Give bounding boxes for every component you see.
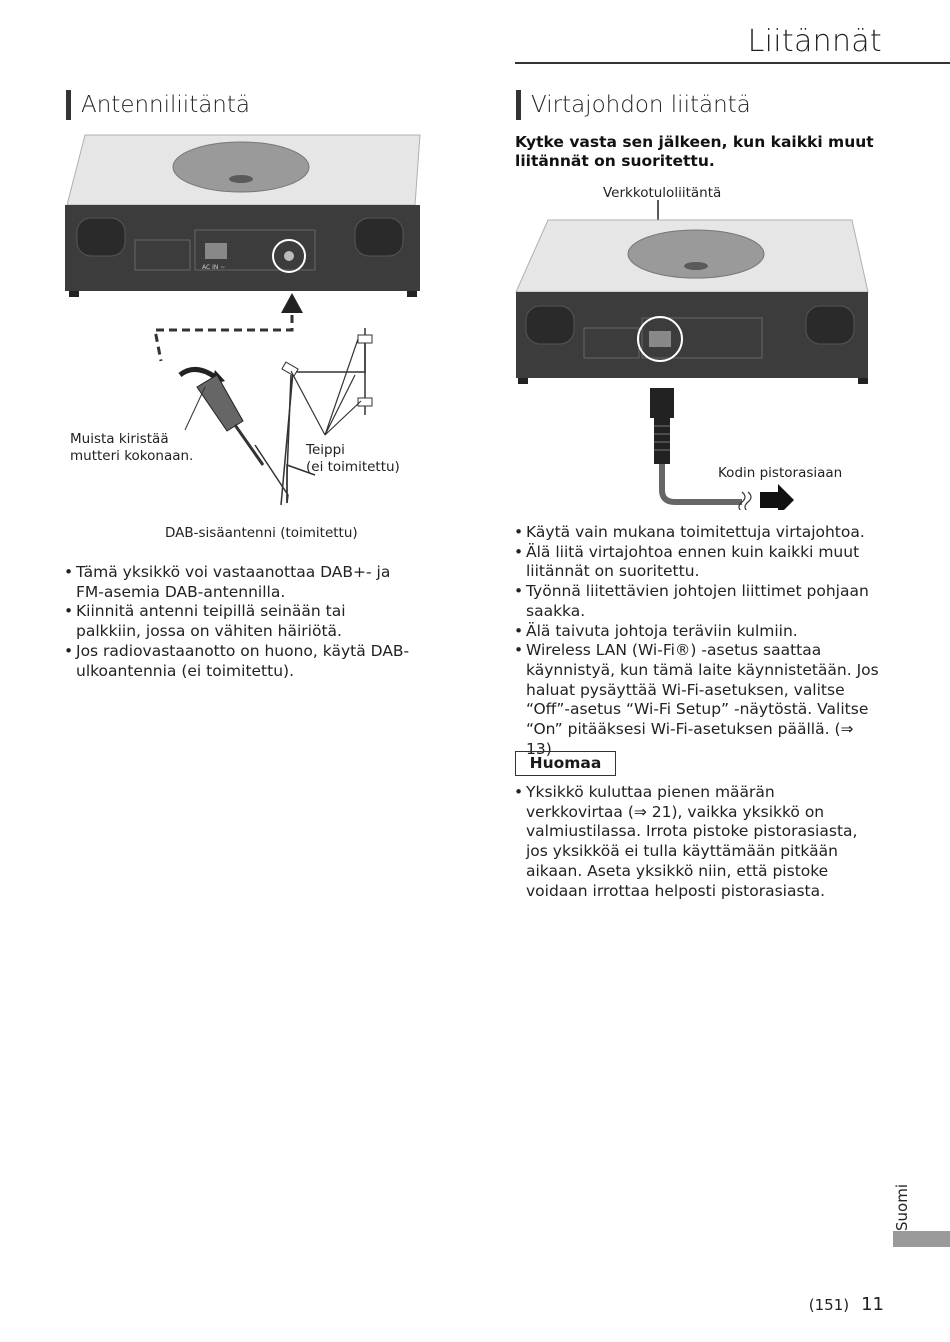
- page-ref: (151): [808, 1296, 850, 1314]
- antenna-section-heading: Antenniliitäntä: [66, 90, 250, 120]
- list-item: • Jos radiovastaanotto on huono, käytä DAB-ulkoantennia (ei toimitettu).: [64, 642, 414, 681]
- power-connection-illustration: [510, 200, 880, 510]
- antenna-wire: [281, 335, 365, 505]
- note-list: [514, 783, 874, 901]
- title-rule: [515, 62, 950, 64]
- power-lead-text: Kytke vasta sen jälkeen, kun kaikki muut liitännät on suoritettu.: [515, 133, 874, 170]
- outlet-label: Kodin pistorasiaan: [718, 465, 843, 481]
- page-number: [800, 1294, 884, 1315]
- dashed-guide-line: [155, 315, 292, 361]
- list-item: • Älä liitä virtajohtoa ennen kuin kaikki muut liitännät on suoritettu.: [514, 543, 884, 582]
- inlet-label: Verkkotuloliitäntä: [603, 185, 722, 201]
- page-title: Liitännät: [747, 24, 882, 59]
- list-item: • Työnnä liitettävien johtojen liittimet pohjaan saakka.: [514, 582, 884, 621]
- list-item: • Älä taivuta johtoja teräviin kulmiin.: [514, 622, 884, 642]
- list-item: • Kiinnitä antenni teipillä seinään tai palkkiin, jossa on vähiten häiriötä.: [64, 602, 414, 641]
- device-turntable-dish: [628, 230, 764, 278]
- list-item: • Yksikkö kuluttaa pienen määrän verkkovirtaa (⇒ 21), vaikka yksikkö on valmiustilassa. Irrota pistoke pistorasiasta, jos yksikköä ei tulla käyttämään pitkään aikaan. Aseta yksikkö niin, että pistoke voidaan irrottaa helposti pistorasiasta.: [514, 783, 874, 901]
- ac-inlet: [205, 243, 227, 259]
- page-number-value: 11: [861, 1294, 884, 1315]
- antenna-connector: [197, 375, 243, 431]
- list-item: • Wireless LAN (Wi-Fi®) -asetus saattaa käynnistyä, kun tämä laite käynnistetään. Jos haluat pysäyttää Wi-Fi-asetuksen, valitse “Off”-asetus “Wi-Fi Setup” -näytöstä. Valitse “On” pitääksesi Wi-Fi-asetuksen päällä. (⇒ 13): [514, 641, 884, 759]
- tape-pointer-lines: [325, 339, 358, 435]
- tape-piece: [358, 335, 372, 343]
- device-turntable-dish: [173, 142, 309, 192]
- outlet-arrow: [760, 484, 794, 510]
- antenna-label: DAB-sisäantenni (toimitettu): [165, 525, 358, 541]
- nut-label: Muista kiristää mutteri kokonaan.: [70, 431, 194, 464]
- power-section-heading: Virtajohdon liitäntä: [516, 90, 751, 120]
- language-tab: Suomi: [893, 1184, 911, 1231]
- list-item: • Käytä vain mukana toimitettuja virtajohtoa.: [514, 523, 884, 543]
- power-plug: [650, 388, 674, 418]
- power-notes-list: [514, 523, 884, 759]
- ac-in-label: AC IN ~: [202, 264, 226, 271]
- language-tab-bar: [893, 1231, 950, 1247]
- antenna-notes-list: [64, 563, 414, 681]
- ac-inlet: [649, 331, 671, 347]
- tape-piece: [282, 362, 298, 376]
- note-heading: Huomaa: [515, 751, 616, 776]
- rotation-arrow: [180, 369, 215, 377]
- tape-label: Teippi (ei toimitettu): [306, 442, 400, 475]
- list-item: • Tämä yksikkö voi vastaanottaa DAB+- ja FM-asemia DAB-antennilla.: [64, 563, 414, 602]
- up-arrow: [281, 293, 303, 313]
